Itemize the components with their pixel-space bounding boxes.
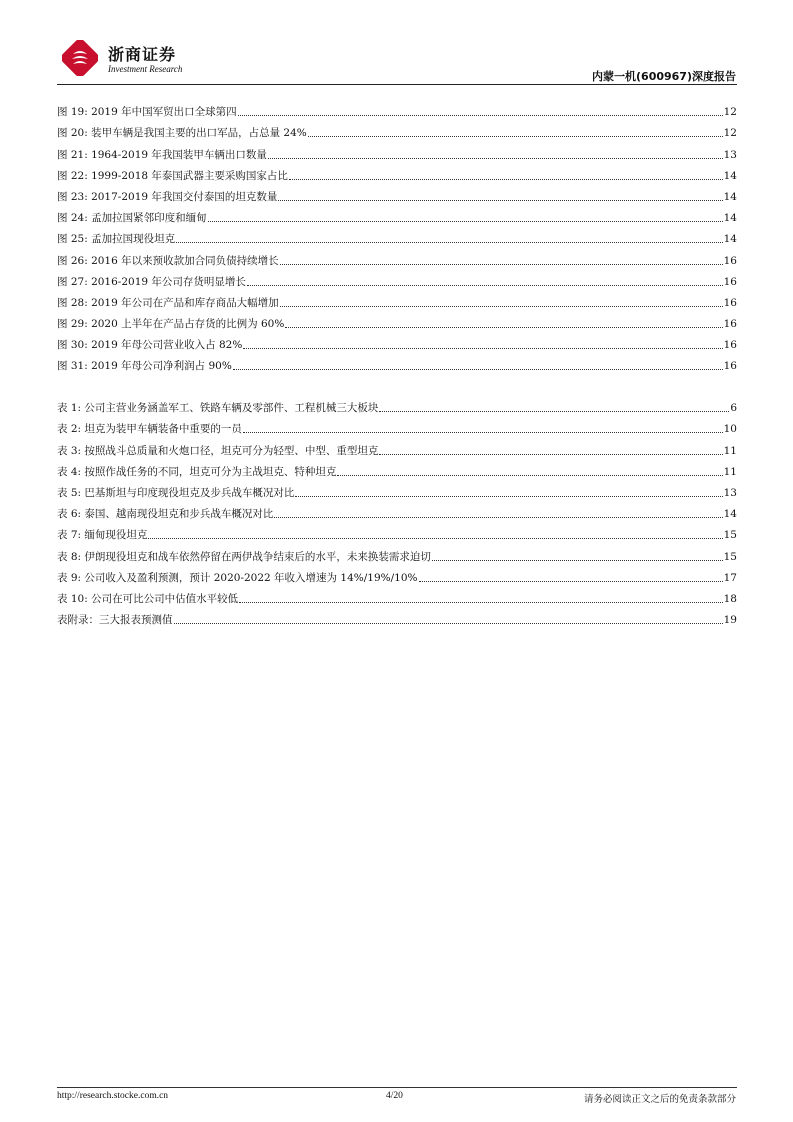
toc-label: 表 2: 坦克为装甲车辆装备中重要的一员 <box>57 423 242 436</box>
toc-label: 表附录：三大报表预测值 <box>57 614 173 627</box>
toc-page: 14 <box>723 190 737 203</box>
toc-page: 17 <box>723 571 737 584</box>
dot-leader <box>280 306 723 307</box>
toc-label: 图 19: 2019 年中国军贸出口全球第四 <box>57 106 237 119</box>
toc-entry[interactable] <box>57 606 737 627</box>
toc-label: 图 21: 1964-2019 年我国装甲车辆出口数量 <box>57 148 267 161</box>
dot-leader <box>233 369 723 370</box>
footer-url[interactable]: http://research.stocke.com.cn <box>57 1091 169 1101</box>
toc-page: 13 <box>723 486 737 499</box>
dot-leader <box>247 285 723 286</box>
toc-entry[interactable] <box>57 521 737 542</box>
dot-leader <box>238 115 723 116</box>
toc-page: 15 <box>723 529 737 542</box>
toc-label: 图 31: 2019 年母公司净利润占 90% <box>57 360 232 373</box>
table-list <box>57 394 737 627</box>
brand-subtitle: Investment Research <box>108 64 183 74</box>
toc-page: 12 <box>723 106 737 119</box>
zheshang-logo-icon <box>62 40 98 76</box>
toc-entry[interactable] <box>57 289 737 310</box>
toc-page: 14 <box>723 169 737 182</box>
toc-label: 图 28: 2019 年公司在产品和库存商品大幅增加 <box>57 296 279 309</box>
toc-page: 16 <box>723 254 737 267</box>
toc-page: 16 <box>723 360 737 373</box>
toc-label: 图 27: 2016-2019 年公司存货明显增长 <box>57 275 246 288</box>
toc-entry[interactable] <box>57 564 737 585</box>
toc-entry[interactable] <box>57 119 737 140</box>
toc-page: 16 <box>723 318 737 331</box>
dot-leader <box>243 348 722 349</box>
dot-leader <box>285 327 722 328</box>
toc-entry[interactable] <box>57 415 737 436</box>
dot-leader <box>239 602 723 603</box>
header-divider <box>57 84 737 85</box>
footer-page-number: 4/20 <box>386 1091 403 1101</box>
figure-list <box>57 98 737 373</box>
dot-leader <box>280 264 723 265</box>
toc-entry[interactable] <box>57 500 737 521</box>
toc-entry[interactable] <box>57 352 737 373</box>
toc-label: 图 29: 2020 上半年在产品占存货的比例为 60% <box>57 318 285 331</box>
dot-leader <box>295 496 722 497</box>
toc-label: 图 23: 2017-2019 年我国交付泰国的坦克数量 <box>57 190 278 203</box>
toc-label: 表 4: 按照作战任务的不同，坦克可分为主战坦克、特种坦克 <box>57 465 337 478</box>
dot-leader <box>432 560 723 561</box>
dot-leader <box>274 517 722 518</box>
toc-label: 表 8: 伊朗现役坦克和战车依然停留在两伊战争结束后的水平，未来换装需求迫切 <box>57 550 431 563</box>
toc-entry[interactable] <box>57 310 737 331</box>
toc-entry[interactable] <box>57 246 737 267</box>
dot-leader <box>337 475 722 476</box>
toc-page: 11 <box>723 465 737 478</box>
toc-label: 图 24: 孟加拉国紧邻印度和缅甸 <box>57 212 207 225</box>
toc-label: 表 5: 巴基斯坦与印度现役坦克及步兵战车概况对比 <box>57 486 295 499</box>
toc-page: 14 <box>723 508 737 521</box>
toc-entry[interactable] <box>57 479 737 500</box>
toc-label: 表 10: 公司在可比公司中估值水平较低 <box>57 592 239 605</box>
dot-leader <box>243 432 723 433</box>
footer-disclaimer: 请务必阅读正文之后的免责条款部分 <box>583 1094 736 1105</box>
toc-page: 16 <box>723 296 737 309</box>
toc-page: 6 <box>730 402 737 415</box>
dot-leader <box>176 242 723 243</box>
report-title: 内蒙一机(600967)深度报告 <box>592 70 736 83</box>
toc-entry[interactable] <box>57 542 737 563</box>
toc-page: 14 <box>723 212 737 225</box>
dot-leader <box>278 200 722 201</box>
toc-entry[interactable] <box>57 204 737 225</box>
toc-page: 16 <box>723 339 737 352</box>
toc-entry[interactable] <box>57 140 737 161</box>
toc-page: 19 <box>723 614 737 627</box>
toc-page: 10 <box>723 423 737 436</box>
toc-page: 15 <box>723 550 737 563</box>
footer-divider <box>57 1087 737 1088</box>
toc-label: 图 26: 2016 年以来预收款加合同负债持续增长 <box>57 254 279 267</box>
page-header <box>0 0 793 90</box>
dot-leader <box>148 538 722 539</box>
dot-leader <box>208 221 723 222</box>
toc-entry[interactable] <box>57 98 737 119</box>
toc-entry[interactable] <box>57 225 737 246</box>
toc-label: 表 9: 公司收入及盈利预测，预计 2020-2022 年收入增速为 14%/19%/10% <box>57 571 418 584</box>
toc-page: 16 <box>723 275 737 288</box>
toc-entry[interactable] <box>57 436 737 457</box>
toc-label: 图 20: 装甲车辆是我国主要的出口军品，占总量 24% <box>57 127 307 140</box>
toc-entry[interactable] <box>57 183 737 204</box>
dot-leader <box>379 454 722 455</box>
toc-label: 表 7: 缅甸现役坦克 <box>57 529 148 542</box>
toc-entry[interactable] <box>57 394 737 415</box>
toc-label: 图 25: 孟加拉国现役坦克 <box>57 233 176 246</box>
dot-leader <box>174 623 723 624</box>
dot-leader <box>419 581 723 582</box>
dot-leader <box>379 411 729 412</box>
brand-name: 浙商证券 <box>108 45 177 64</box>
toc-entry[interactable] <box>57 162 737 183</box>
toc-label: 表 6: 泰国、越南现役坦克和步兵战车概况对比 <box>57 508 274 521</box>
dot-leader <box>289 179 723 180</box>
toc-label: 图 22: 1999-2018 年泰国武器主要采购国家占比 <box>57 169 288 182</box>
toc-page: 14 <box>723 233 737 246</box>
dot-leader <box>308 136 723 137</box>
toc-page: 18 <box>723 592 737 605</box>
toc-page: 11 <box>723 444 737 457</box>
toc-entry[interactable] <box>57 268 737 289</box>
toc-label: 表 1: 公司主营业务涵盖军工、铁路车辆及零部件、工程机械三大板块 <box>57 402 379 415</box>
toc-label: 表 3: 按照战斗总质量和火炮口径，坦克可分为轻型、中型、重型坦克 <box>57 444 379 457</box>
dot-leader <box>268 158 723 159</box>
toc-entry[interactable] <box>57 331 737 352</box>
toc-entry[interactable] <box>57 458 737 479</box>
toc-entry[interactable] <box>57 585 737 606</box>
toc-page: 13 <box>723 148 737 161</box>
toc-label: 图 30: 2019 年母公司营业收入占 82% <box>57 339 243 352</box>
toc-page: 12 <box>723 127 737 140</box>
